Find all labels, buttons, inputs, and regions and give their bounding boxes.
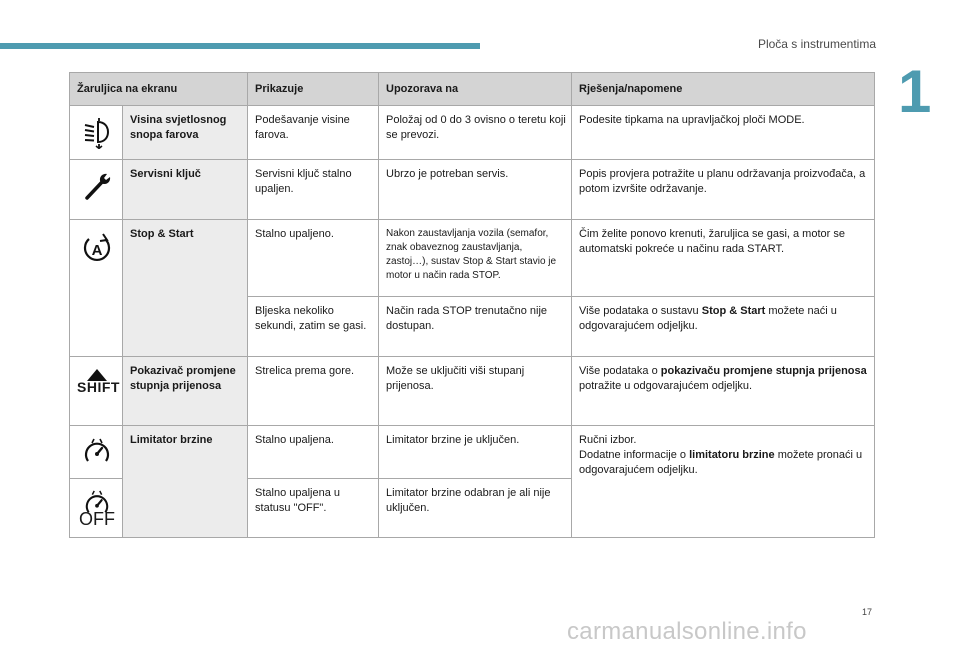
shows-cell: Servisni ključ stalno upaljen.: [248, 160, 379, 220]
solution-cell: [572, 357, 875, 426]
warning-lights-table: [69, 72, 875, 538]
solution-text: Više podataka o: [579, 365, 661, 377]
light-name: Pokazivač promjene stupnja prijenosa: [123, 357, 248, 426]
solution-text: potražite u odgovarajućem odjeljku.: [579, 380, 753, 392]
icon-cell: [70, 160, 123, 220]
solution-text: Dodatne informacije o: [579, 449, 690, 461]
chapter-number: 1: [898, 58, 932, 125]
shows-cell: Stalno upaljena.: [248, 426, 379, 479]
svg-text:A: A: [91, 242, 103, 259]
stop-start-icon: [80, 231, 114, 263]
warns-cell: Može se uključiti viši stupanj prijenosa.: [379, 357, 572, 426]
column-header-light: Žaruljica na ekranu: [70, 73, 248, 106]
icon-cell: [70, 426, 123, 479]
warns-cell: Limitator brzine odabran je ali nije uključen.: [379, 479, 572, 538]
solution-cell: Popis provjera potražite u planu održavanja proizvođača, a potom izvršite održavanje.: [572, 160, 875, 220]
shows-cell: Bljeska nekoliko sekundi, zatim se gasi.: [248, 297, 379, 357]
solution-bold: limitatoru brzine: [689, 449, 775, 461]
table-row: [70, 357, 875, 426]
icon-cell: [70, 220, 123, 357]
solution-bold: Stop & Start: [701, 305, 766, 317]
table-row: [70, 426, 875, 479]
solution-cell: [572, 297, 875, 357]
shift-label: SHIFT: [77, 379, 120, 395]
column-header-shows: Prikazuje: [248, 73, 379, 106]
solution-text: Ručni izbor.: [579, 434, 637, 446]
page-number: 17: [862, 607, 873, 617]
column-header-solutions: Rješenja/napomene: [572, 73, 875, 106]
column-header-warns: Upozorava na: [379, 73, 572, 106]
warns-cell: Način rada STOP trenutačno nije dostupan.: [379, 297, 572, 357]
solution-cell: [572, 426, 875, 538]
solution-text: možete pronaći u odgovarajućem odjeljku.: [579, 449, 863, 476]
table-row: [70, 160, 875, 220]
off-label: OFF: [79, 509, 115, 529]
shows-cell: Strelica prema gore.: [248, 357, 379, 426]
solution-text: možete naći u odgovarajućem odjeljku.: [579, 305, 837, 332]
light-name: Visina svjetlosnog snopa farova: [123, 106, 248, 160]
solution-cell: Podesite tipkama na upravljačkoj ploči MODE.: [572, 106, 875, 160]
solution-text: Više podataka o sustavu: [579, 305, 702, 317]
header-bar: [0, 43, 480, 49]
shows-cell: Stalno upaljeno.: [248, 220, 379, 297]
shows-cell: Stalno upaljena u statusu "OFF".: [248, 479, 379, 538]
warns-cell: Ubrzo je potreban servis.: [379, 160, 572, 220]
warns-cell: Položaj od 0 do 3 ovisno o teretu koji se prevozi.: [379, 106, 572, 160]
table-row: [70, 220, 875, 297]
headlamp-leveling-icon: [80, 117, 114, 149]
table-header-row: [70, 73, 875, 106]
section-title: Ploča s instrumentima: [757, 37, 876, 51]
icon-cell: [70, 106, 123, 160]
watermark: carmanualsonline.info: [567, 618, 807, 645]
icon-cell: [70, 479, 123, 538]
warns-cell: Nakon zaustavljanja vozila (semafor, znak obaveznog zaustavljanja, zastoj…), sustav Stop & Start stavio je motor u način rada STOP.: [379, 220, 572, 297]
table-row: [70, 106, 875, 160]
light-name: Limitator brzine: [123, 426, 248, 538]
light-name: Servisni ključ: [123, 160, 248, 220]
solution-cell: Čim želite ponovo krenuti, žaruljica se gasi, a motor se automatski pokreće u načinu rada START.: [572, 220, 875, 297]
solution-bold: pokazivaču promjene stupnja prijenosa: [660, 365, 867, 377]
icon-cell: [70, 357, 123, 426]
wrench-icon: [81, 171, 113, 203]
warns-cell: Limitator brzine je uključen.: [379, 426, 572, 479]
speed-limiter-icon: [81, 437, 113, 469]
shows-cell: Podešavanje visine farova.: [248, 106, 379, 160]
light-name: Stop & Start: [123, 220, 248, 357]
